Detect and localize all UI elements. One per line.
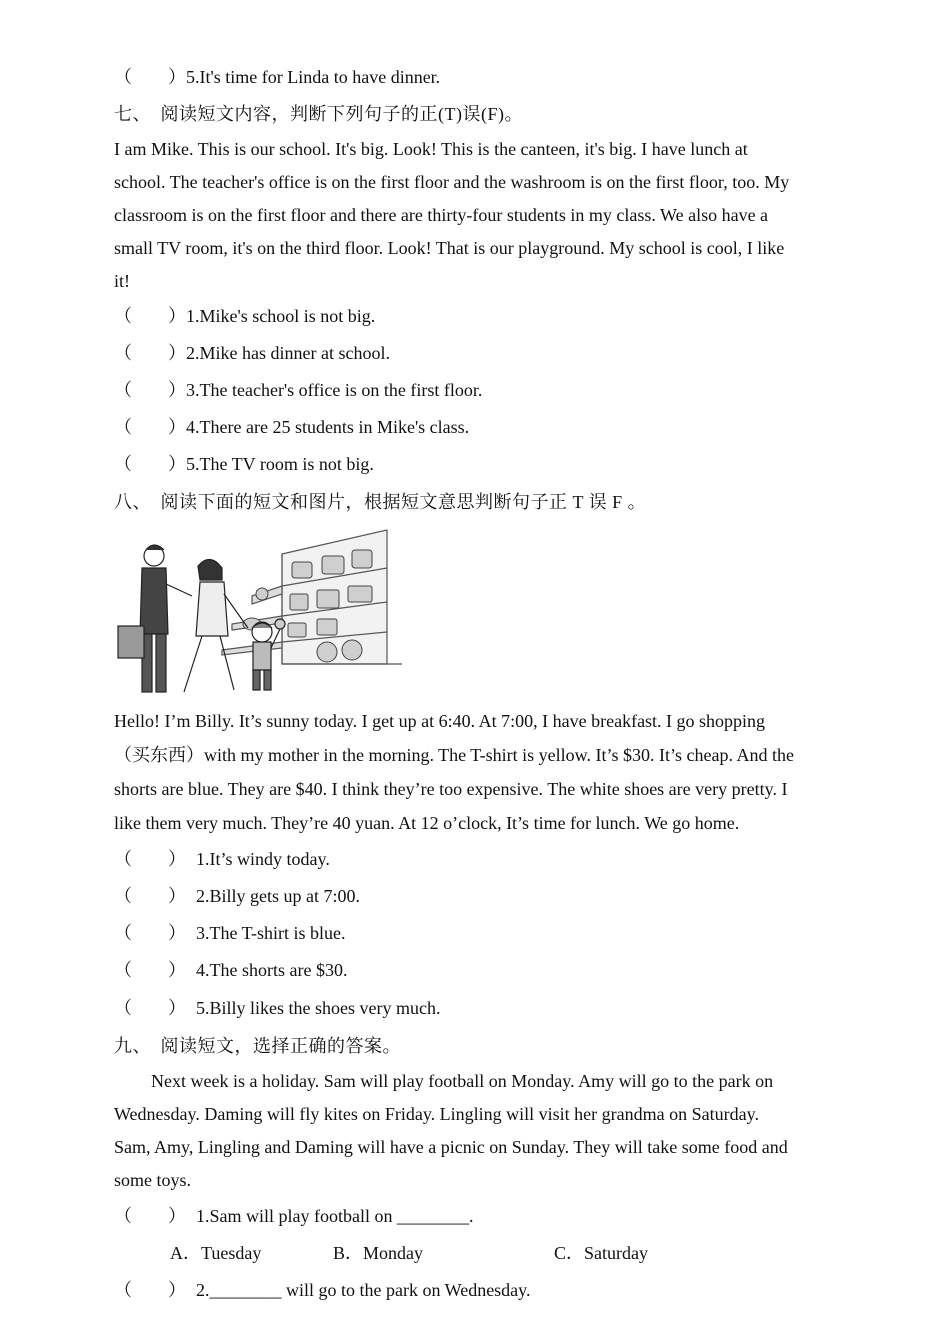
shopping-family-illustration: [112, 524, 404, 700]
question-item: [114, 342, 390, 364]
section-7-passage: [114, 133, 844, 298]
option-b[interactable]: B．Monday: [333, 1243, 423, 1263]
passage-line: shorts are blue. They are $40. I think they’re too expensive. The white shoes are very pretty. I: [114, 779, 788, 799]
answer-blank[interactable]: （ ）: [114, 454, 186, 474]
passage-line: small TV room, it's on the third floor. Look! That is our playground. My school is cool, I like: [114, 238, 785, 258]
answer-blank[interactable]: （ ）: [114, 998, 186, 1018]
answer-blank[interactable]: （ ）: [114, 343, 186, 363]
question-item: [114, 305, 375, 327]
passage-line: like them very much. They’re 40 yuan. At 12 o’clock, It’s time for lunch. We go home.: [114, 813, 740, 833]
question-text: 5.The TV room is not big.: [186, 454, 374, 474]
question-item: [114, 1279, 531, 1301]
question-text: 2.________ will go to the park on Wednesday.: [196, 1280, 531, 1300]
question-item: [114, 66, 440, 88]
passage-line: （买东西）with my mother in the morning. The T-shirt is yellow. It’s $30. It’s cheap. And the: [114, 745, 794, 765]
question-item: [114, 379, 482, 401]
passage-line: Next week is a holiday. Sam will play football on Monday. Amy will go to the park on: [151, 1071, 774, 1091]
passage-line: school. The teacher's office is on the first floor and the washroom is on the first floor, too. My: [114, 172, 790, 192]
question-text: 4.There are 25 students in Mike's class.: [186, 417, 470, 437]
question-item: [114, 959, 347, 981]
question-item: [114, 1205, 473, 1227]
passage-line: I am Mike. This is our school. It's big. Look! This is the canteen, it's big. I have lunch at: [114, 139, 748, 159]
passage-line: Wednesday. Daming will fly kites on Friday. Lingling will visit her grandma on Saturday.: [114, 1104, 759, 1124]
question-text: 2.Mike has dinner at school.: [186, 343, 390, 363]
passage-line: Hello! I’m Billy. It’s sunny today. I get up at 6:40. At 7:00, I have breakfast. I go shopping: [114, 711, 766, 731]
question-item: [114, 997, 440, 1019]
question-item: [114, 848, 330, 870]
section-8-heading: 八、 阅读下面的短文和图片，根据短文意思判断句子正 T 误 F 。: [114, 492, 647, 512]
question-text: 4.The shorts are $30.: [196, 960, 348, 980]
section-7-heading: 七、 阅读短文内容，判断下列句子的正(T)误(F)。: [114, 104, 523, 124]
question-item: [114, 885, 360, 907]
option-c[interactable]: C．Saturday: [554, 1243, 648, 1263]
answer-blank[interactable]: （ ）: [114, 1206, 186, 1226]
answer-blank[interactable]: （ ）: [114, 67, 186, 87]
section-9-passage: [114, 1065, 844, 1197]
answer-blank[interactable]: （ ）: [114, 380, 186, 400]
question-text: 5.It's time for Linda to have dinner.: [186, 67, 441, 87]
answer-blank[interactable]: （ ）: [114, 960, 186, 980]
section-9-heading: 九、 阅读短文，选择正确的答案。: [114, 1036, 401, 1056]
passage-line: some toys.: [114, 1170, 192, 1190]
passage-line: it!: [114, 271, 130, 291]
answer-blank[interactable]: （ ）: [114, 923, 186, 943]
passage-line: classroom is on the first floor and there are thirty-four students in my class. We also have a: [114, 205, 769, 225]
passage-line: Sam, Amy, Lingling and Daming will have a picnic on Sunday. They will take some food and: [114, 1137, 788, 1157]
question-text: 1.It’s windy today.: [196, 849, 330, 869]
question-text: 2.Billy gets up at 7:00.: [196, 886, 360, 906]
answer-blank[interactable]: （ ）: [114, 886, 186, 906]
section-8-passage: [114, 704, 849, 840]
question-text: 1.Mike's school is not big.: [186, 306, 376, 326]
answer-blank[interactable]: （ ）: [114, 417, 186, 437]
answer-blank[interactable]: （ ）: [114, 1280, 186, 1300]
question-text: 1.Sam will play football on ________.: [196, 1206, 474, 1226]
question-item: [114, 416, 469, 438]
question-text: 5.Billy likes the shoes very much.: [196, 998, 441, 1018]
question-item: [114, 453, 374, 475]
question-item: [114, 922, 346, 944]
answer-blank[interactable]: （ ）: [114, 306, 186, 326]
option-a[interactable]: A．Tuesday: [170, 1243, 262, 1263]
answer-blank[interactable]: （ ）: [114, 849, 186, 869]
question-text: 3.The T-shirt is blue.: [196, 923, 346, 943]
question-text: 3.The teacher's office is on the first floor.: [186, 380, 483, 400]
